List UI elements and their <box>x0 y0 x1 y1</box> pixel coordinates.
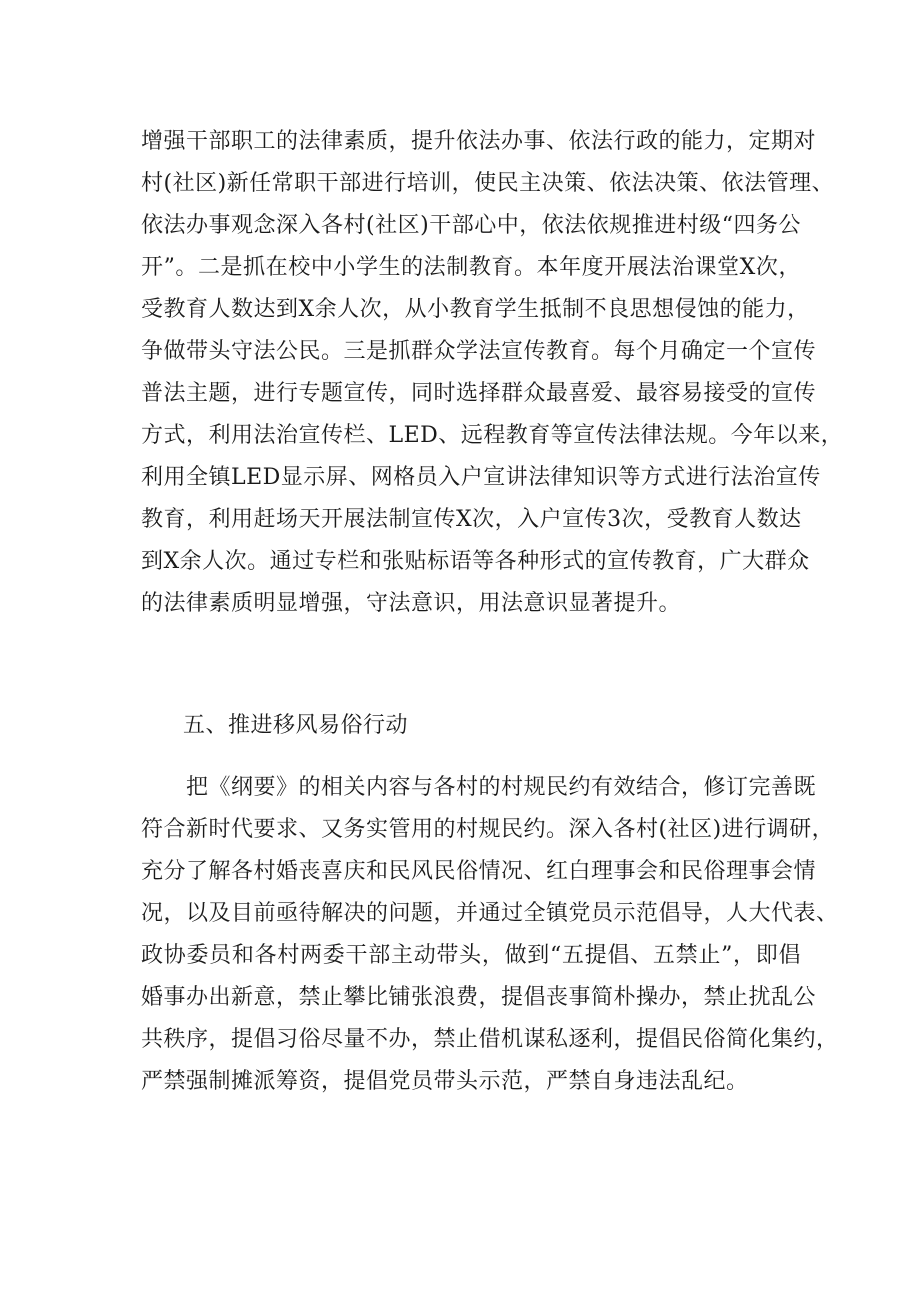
text-line: 开”。二是抓在校中小学生的法制教育。本年度开展法治课堂X次， <box>141 255 801 280</box>
text-line: 普法主题，进行专题宣传，同时选择群众最喜爱、最容易接受的宣传 <box>141 381 817 406</box>
text-line: 况，以及目前亟待解决的问题，并通过全镇党员示范倡导，人大代表、 <box>141 901 839 926</box>
text-line: 共秩序，提倡习俗尽量不办，禁止借机谋私逐利，提倡民俗简化集约， <box>141 1027 839 1052</box>
text-line: 把《纲要》的相关内容与各村的村规民约有效结合，修订完善既 <box>141 775 817 800</box>
text-line: 充分了解各村婚丧喜庆和民风民俗情况、红白理事会和民俗理事会情 <box>141 859 817 884</box>
text-line: 严禁强制摊派筹资，提倡党员带头示范，严禁自身违法乱纪。 <box>141 1069 749 1094</box>
text-line: 争做带头守法公民。三是抓群众学法宣传教育。每个月确定一个宣传 <box>141 339 817 364</box>
text-line: 方式，利用法治宣传栏、LED、远程教育等宣传法律法规。今年以来， <box>141 423 844 448</box>
text-line: 的法律素质明显增强，守法意识，用法意识显著提升。 <box>141 591 682 616</box>
section-heading <box>183 705 843 747</box>
section-heading-text: 五、推进移风易俗行动 <box>183 713 409 738</box>
text-line: 政协委员和各村两委干部主动带头，做到“五提倡、五禁止”，即倡 <box>141 943 801 968</box>
text-line: 到X余人次。通过专栏和张贴标语等各种形式的宣传教育，广大群众 <box>141 549 810 574</box>
paragraph-legal-education <box>141 121 844 625</box>
text-line: 依法办事观念深入各村(社区)干部心中，依法依规推进村级“四务公 <box>141 213 801 238</box>
text-line: 村(社区)新任常职干部进行培训，使民主决策、依法决策、依法管理、 <box>141 171 835 196</box>
text-line: 利用全镇LED显示屏、网格员入户宣讲法律知识等方式进行法治宣传 <box>141 465 821 490</box>
text-line: 受教育人数达到X余人次，从小教育学生抵制不良思想侵蚀的能力， <box>141 297 810 322</box>
text-line: 增强干部职工的法律素质，提升依法办事、依法行政的能力，定期对 <box>141 129 817 154</box>
paragraph-custom-reform <box>141 767 839 1103</box>
text-line: 符合新时代要求、又务实管用的村规民约。深入各村(社区)进行调研， <box>141 817 835 842</box>
text-line: 教育，利用赶场天开展法制宣传X次，入户宣传3次，受教育人数达 <box>141 507 802 532</box>
text-line: 婚事办出新意，禁止攀比铺张浪费，提倡丧事简朴操办，禁止扰乱公 <box>141 985 817 1010</box>
